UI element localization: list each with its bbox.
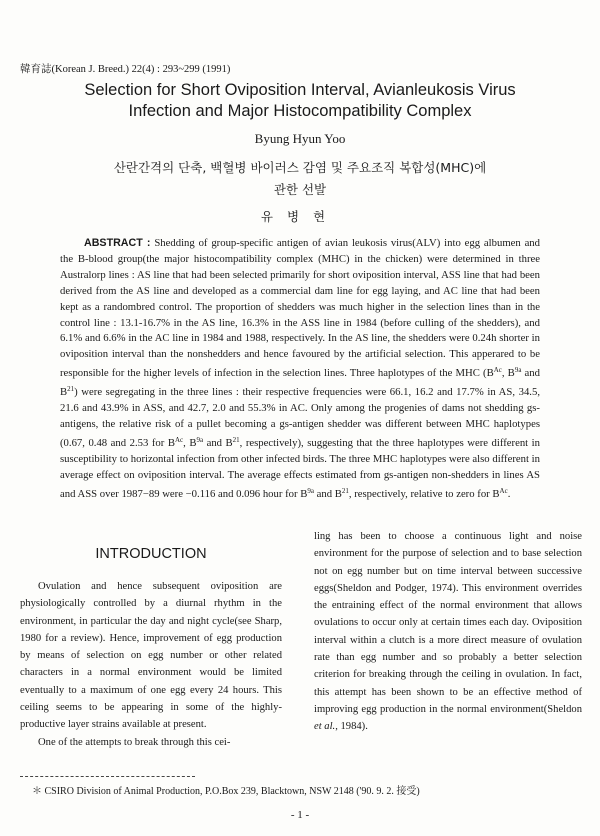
superscript: 21 (232, 435, 240, 444)
right-column (314, 528, 582, 736)
introduction-paragraph-1: Ovulation and hence subsequent oviposition are physiologically controlled by a diurnal rhythm in the environment, in particular the day and night cycle(see Sharp, 1980 for a review). Hence, improvement of egg production by means of selection on egg number or other related characters in a normal environment would be limited eventually to a maximum of one egg every 24 hours. This ceiling seems to be appearing in some of the highly-productive layer strains available at present. (20, 581, 282, 731)
superscript: 9a (196, 435, 204, 444)
abstract-text: and B (313, 487, 342, 500)
paper-title-line-1: Selection for Short Oviposition Interval, Avianleukosis Virus (84, 81, 516, 99)
superscript: 21 (341, 486, 349, 495)
abstract-text: , B (501, 367, 515, 380)
superscript: 21 (67, 385, 75, 394)
abstract-text: . (507, 487, 511, 500)
abstract-text: , respectively, relative to zero for B (348, 487, 500, 500)
et-al-italic: et al. (314, 721, 336, 733)
korean-title (60, 157, 540, 201)
author-name: Byung Hyun Yoo (254, 131, 346, 146)
abstract-text: Shedding of group-specific antigen of avian leukosis virus(ALV) into egg albumen and the B-blood group(the major histocompatibility complex (MHC) in the chicken) were determined in three Australorp lines : AS line that had been selected primarily for short oviposition interval, ASS line that had been derived from the AS line and developed as a commercial dam line for egg laying, and AC line that had been kept as a randombred control. The proportion of shedders was much higher in the selection lines than in the control line : 13.1-16.7% in the AS line, 16.3% in the ASS line in 1984 (before culling of the shedders), and 6.1% and 6.6% in the AC line in 1984 and 1988, respectively. In the AS line, the shedders were 0.24h shorter in oviposition interval than the nonshedders and hence favoured by the artificial selection. This apperared to be responsible for the higher levels of infection in the selection lines. Three haplotypes of the MHC (B (60, 237, 540, 380)
abstract (60, 236, 540, 503)
right-column-text: ling has been to choose a continuous light and noise environment for the purpose of selection and to base selection not on egg number but on time interval between successive eggs(Sheldon and Podger, 1974). This environment overrides the entraining effect of the normal environment that allows ovulations to occur only at certain times each day. Oviposition interval within a clutch is a more direct measure of ovulation rate than egg number and so probably a better selection criterion for breaking through the ceiling in ovulation. In fact, this attempt has been shown to be an effective method of improving egg production in the normal environment(Sheldon (314, 531, 582, 715)
paper-title-line-2: Infection and Major Histocompatibility Complex (128, 102, 472, 120)
introduction-paragraph-2: One of the attempts to break through this cei- (38, 736, 231, 748)
superscript: Ac (499, 486, 508, 495)
page-number: - 1 - (290, 809, 310, 821)
abstract-text: and B (203, 436, 233, 449)
paper-title (20, 80, 580, 122)
superscript: 9a (514, 366, 522, 375)
right-column-text-end: , 1984). (335, 721, 368, 733)
abstract-text: ) were segregating in the three lines : their respective frequencies were 66.1, 16.2 and 17.7% in AS, 34.5, 21.6 and 43.9% in ASS, and 42.7, 2.0 and 55.3% in AC. Only among the progenies of dams not shedding gs-antigens, the relative risk of a pullet becoming a gs-antigen shedder was different between MHC haplotypes (0.67, 0.48 and 2.53 for B (60, 386, 540, 449)
abstract-text: , B (183, 436, 197, 449)
introduction-paragraph-2-continued (314, 528, 582, 736)
abstract-text: and B (60, 367, 540, 399)
footnote-divider (20, 776, 195, 777)
abstract-label: ABSTRACT : (84, 237, 151, 249)
korean-title-line-1: 산란간격의 단축, 백혈병 바이러스 감염 및 주요조직 복합성(MHC)에 (113, 160, 487, 175)
superscript: 9a (307, 486, 314, 495)
superscript: Ac (493, 366, 502, 375)
korean-author-name: 유병현 (260, 209, 340, 224)
abstract-text: , respectively), suggesting that the three haplotypes were different in susceptibility to horizontal infection from other infected birds. The three MHC haplotypes were also different in average effect on oviposition interval. The average effects estimated from gs-antigen non-shedders in lines AS and ASS over 1987−89 were −0.116 and 0.096 hour for B (60, 436, 540, 500)
footnote: ＊ CSIRO Division of Animal Production, P.O.Box 239, Blacktown, NSW 2148 ('90. 9. 2. 接受) (32, 786, 420, 797)
superscript: Ac (174, 435, 184, 444)
korean-title-line-2: 관한 선발 (273, 182, 327, 197)
introduction-heading: INTRODUCTION (95, 546, 207, 562)
journal-reference: 韓育誌(Korean J. Breed.) 22(4) : 293~299 (1991) (20, 64, 231, 75)
left-column (20, 578, 282, 751)
